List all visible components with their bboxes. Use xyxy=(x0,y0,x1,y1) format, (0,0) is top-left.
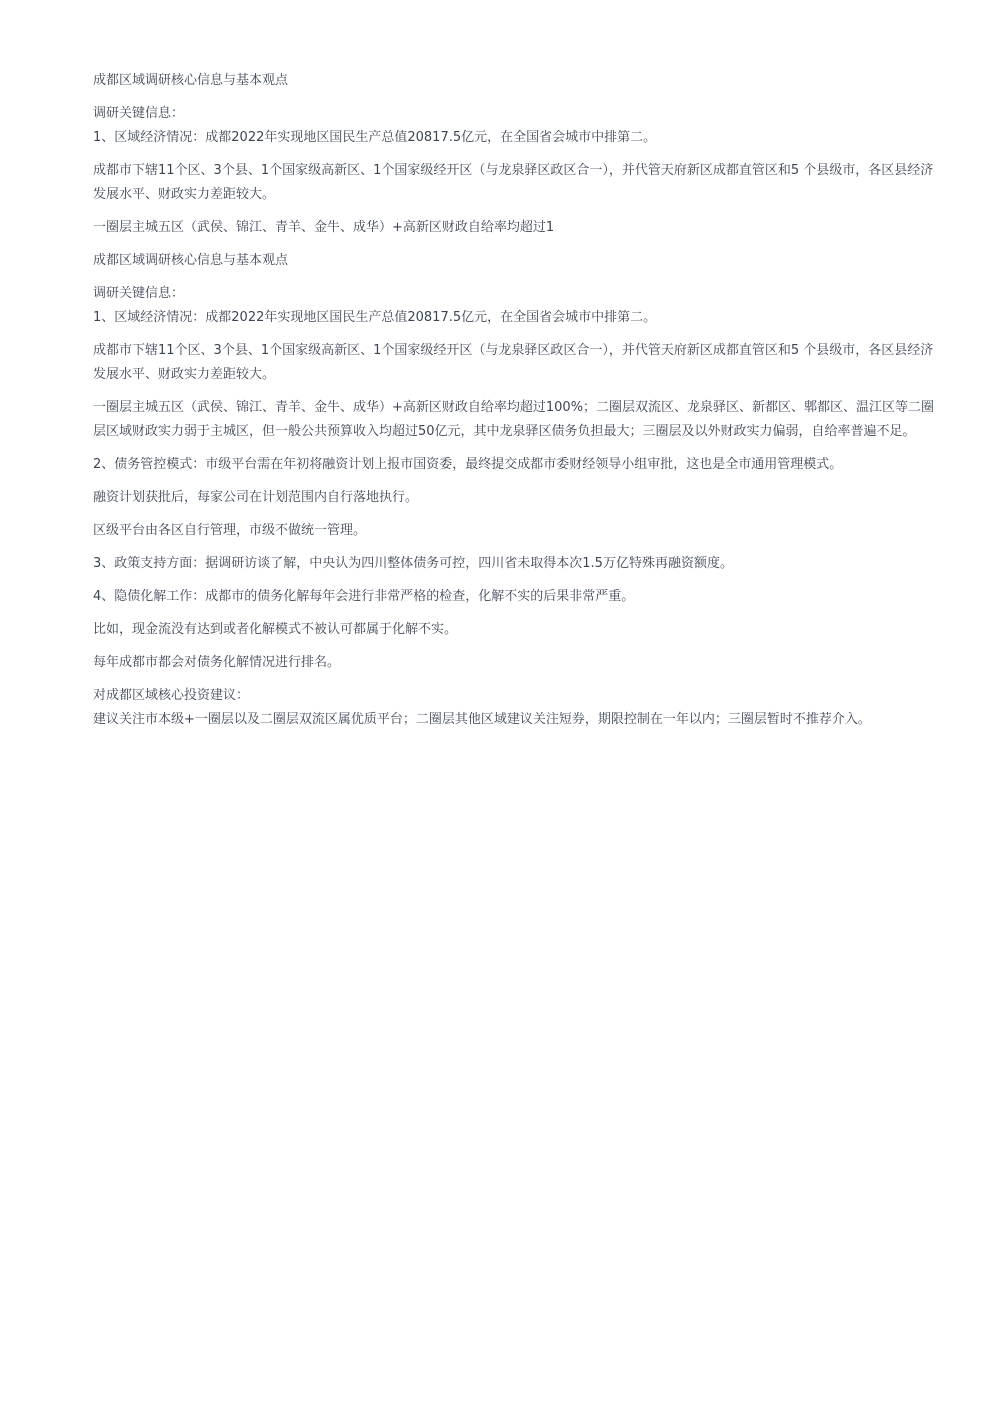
paragraph-districts-1: 成都市下辖11个区、3个县、1个国家级高新区、1个国家级经开区（与龙泉驿区政区合一），并代管天府新区成都直管区和5 个县级市，各区县经济发展水平、财政实力差距较大。 xyxy=(93,163,934,202)
paragraph-district-platforms: 区级平台由各区自行管理，市级不做统一管理。 xyxy=(93,523,367,538)
paragraph-economy-2: 1、区域经济情况：成都2022年实现地区国民生产总值20817.5亿元，在全国省会城市中排第二。 xyxy=(93,310,657,325)
paragraph-policy-support: 3、政策支持方面：据调研访谈了解，中央认为四川整体债务可控，四川省未取得本次1.5万亿特殊再融资额度。 xyxy=(93,556,733,571)
paragraph-fiscal-full: 一圈层主城五区（武侯、锦江、青羊、金牛、成华）+高新区财政自给率均超过100%；二圈层双流区、龙泉驿区、新都区、郫都区、温江区等二圈层区域财政实力弱于主城区，但一般公共预算收入均超过50亿元，其中龙泉驿区债务负担最大；三圈层及以外财政实力偏弱，自给率普遍不足。 xyxy=(93,400,935,439)
paragraph-hidden-debt: 4、隐债化解工作：成都市的债务化解每年会进行非常严格的检查，化解不实的后果非常严重。 xyxy=(93,589,635,604)
paragraph-fiscal-truncated: 一圈层主城五区（武侯、锦江、青羊、金牛、成华）+高新区财政自给率均超过1 xyxy=(93,220,555,235)
paragraph-economy-1: 1、区域经济情况：成都2022年实现地区国民生产总值20817.5亿元，在全国省会城市中排第二。 xyxy=(93,130,657,145)
paragraph-debt-control: 2、债务管控模式：市级平台需在年初将融资计划上报市国资委，最终提交成都市委财经领导小组审批，这也是全市通用管理模式。 xyxy=(93,457,843,472)
paragraph-districts-2: 成都市下辖11个区、3个县、1个国家级高新区、1个国家级经开区（与龙泉驿区政区合一），并代管天府新区成都直管区和5 个县级市，各区县经济发展水平、财政实力差距较大。 xyxy=(93,343,934,382)
paragraph-heading-key-info-1: 调研关键信息： xyxy=(93,106,185,121)
paragraph-title-2: 成都区域调研核心信息与基本观点 xyxy=(93,253,289,268)
paragraph-ranking: 每年成都市都会对债务化解情况进行排名。 xyxy=(93,655,341,670)
paragraph-heading-key-info-2: 调研关键信息： xyxy=(93,286,185,301)
paragraph-heading-investment: 对成都区域核心投资建议： xyxy=(93,688,250,703)
paragraph-financing-plan: 融资计划获批后，每家公司在计划范围内自行落地执行。 xyxy=(93,490,419,505)
paragraph-example: 比如，现金流没有达到或者化解模式不被认可都属于化解不实。 xyxy=(93,622,458,637)
document-body xyxy=(93,69,943,741)
paragraph-investment-advice: 建议关注市本级+一圈层以及二圈层双流区属优质平台；二圈层其他区域建议关注短券，期限控制在一年以内；三圈层暂时不推荐介入。 xyxy=(93,712,871,727)
paragraph-title-1: 成都区域调研核心信息与基本观点 xyxy=(93,73,289,88)
